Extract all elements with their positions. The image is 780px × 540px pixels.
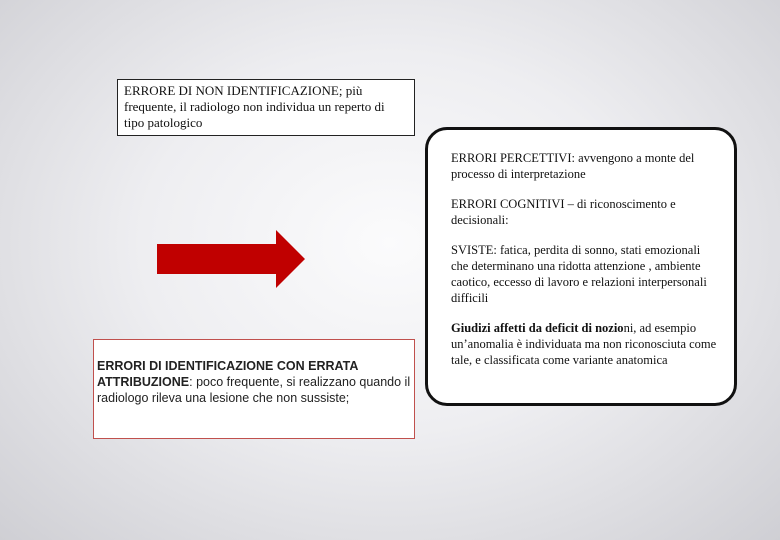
- knowledge-deficit-text: ni, ad esempio un’anomalia è individuata ma non riconosciuta come tale, e classificata come variante anatomica: [451, 321, 717, 367]
- non-identification-error-box: [117, 79, 415, 136]
- wrong-attribution-heading: ERRORI DI IDENTIFICAZIONE CON ERRATA ATTRIBUZIONE: [97, 359, 358, 389]
- cognitive-errors-text: – di riconoscimento e decisionali:: [451, 197, 676, 227]
- knowledge-deficit-paragraph: [451, 320, 720, 368]
- non-identification-heading: ERRORE DI NON IDENTIFICAZIONE: [124, 83, 339, 98]
- right-arrow-icon: [157, 230, 305, 288]
- cognitive-errors-heading: ERRORI COGNITIVI: [451, 197, 565, 211]
- wrong-attribution-error-box: [93, 339, 415, 439]
- wrong-attribution-text: : poco frequente, si realizzano quando il radiologo rileva una lesione che non sussiste;: [97, 375, 411, 405]
- cognitive-errors-paragraph: [451, 196, 720, 228]
- non-identification-text: ; più frequente, il radiologo non individua un reperto di tipo patologico: [124, 83, 385, 130]
- perceptual-errors-text: avvengono a monte del processo di interpretazione: [451, 151, 695, 181]
- oversights-heading: SVISTE: [451, 243, 494, 257]
- oversights-paragraph: [451, 242, 720, 306]
- oversights-text: : fatica, perdita di sonno, stati emozionali che determinano una ridotta attenzione , ambiente caotico, eccesso di lavoro e relazioni interpersonali difficili: [451, 243, 707, 305]
- perceptual-errors-paragraph: [451, 150, 720, 182]
- knowledge-deficit-heading: Giudizi affetti da deficit di nozio: [451, 321, 624, 335]
- error-types-box: [425, 127, 737, 406]
- perceptual-errors-heading: ERRORI PERCETTIVI:: [451, 151, 575, 165]
